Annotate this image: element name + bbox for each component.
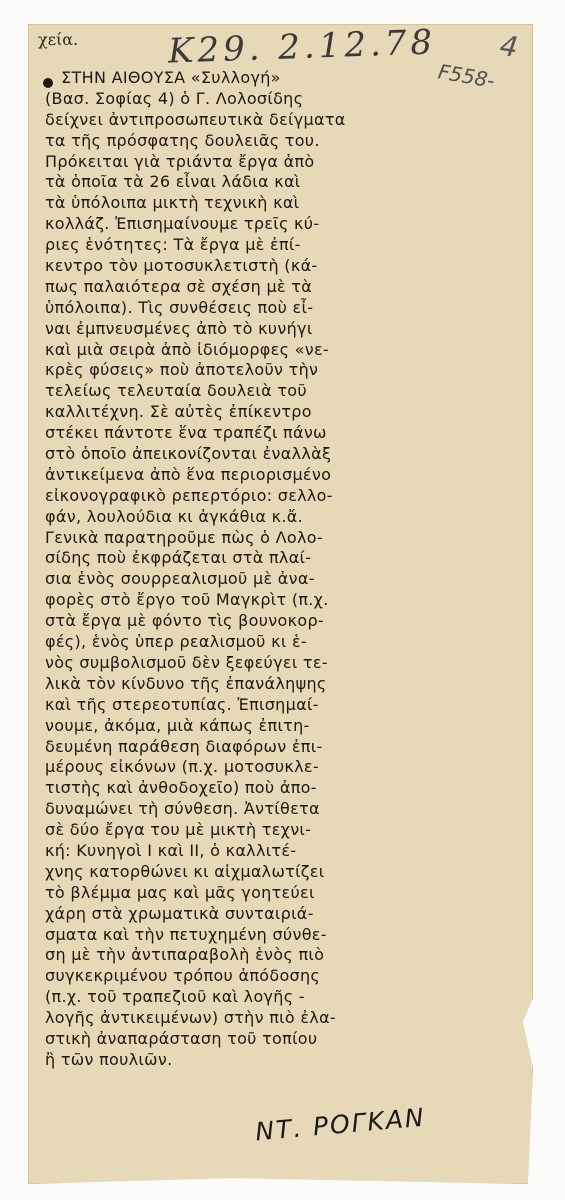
handwritten-number: 4 — [497, 28, 521, 65]
article-body — [45, 68, 425, 1071]
article-line: ναι ἐμπνευσμένες ἀπὸ τὸ κυνήγι — [45, 318, 313, 338]
handwritten-archive-code: F558- — [436, 59, 497, 93]
article-line: στὸ ὁποῖο ἀπεικονίζονται ἐναλλὰξ — [45, 444, 332, 464]
article-line: δευμένη παράθεση διαφόρων ἐπι- — [45, 736, 323, 756]
article-line: νουμε, ἀκόμα, μιὰ κάπως ἐπιτη- — [45, 715, 310, 735]
article-line: κρὲς φύσεις» ποὺ ἀποτελοῦν τὴν — [45, 360, 319, 380]
article-line: στέκει πάντοτε ἕνα τραπέζι πάνω — [45, 423, 327, 443]
article-line: τὰ ὑπόλοιπα μικτὴ τεχνικὴ καὶ — [45, 193, 300, 213]
article-line: συγκεκριμένου τρόπου ἀπόδοσης — [45, 966, 321, 986]
article-line: καὶ τῆς στερεοτυπίας. Ἐπισημαί- — [45, 694, 319, 714]
article-line: σὲ δύο ἔργα του μὲ μικτὴ τεχνι- — [45, 820, 312, 840]
article-line: κεντρο τὸν μοτοσυκλετιστὴ (κά- — [45, 256, 318, 276]
handwritten-date: Κ29. 2.12.78 — [167, 22, 437, 72]
article-line: σματα καὶ τὴν πετυχημένη σύνθε- — [45, 924, 327, 944]
article-line: φές), ἑνὸς ὑπερ ρεαλισμοῦ κι ἑ- — [45, 632, 307, 652]
article-line: φορὲς στὸ ἔργο τοῦ Μαγκρὶτ (π.χ. — [45, 590, 329, 610]
article-line: τελείως τελευταία δουλειὰ τοῦ — [45, 381, 307, 401]
article-line: ὑπόλοιπα). Τὶς συνθέσεις ποὺ εἶ- — [45, 297, 314, 317]
author-signature: ΝΤ. ΡΟΓΚΑΝ — [254, 1102, 427, 1147]
article-line: ΣΤΗΝ ΑΙΘΟΥΣΑ «Συλλογή» — [45, 68, 281, 87]
article-line: κή: Κυνηγοὶ Ι καὶ ΙΙ, ὁ καλλιτέ- — [45, 840, 297, 860]
article-line: σια ἑνὸς σουρρεαλισμοῦ μὲ ἀνα- — [45, 569, 315, 589]
article-line: τὸ βλέμμα μας καὶ μᾶς γοητεύει — [45, 882, 315, 902]
article-line: νὸς συμβολισμοῦ δὲν ξεφεύγει τε- — [45, 652, 328, 672]
article-line: λικὰ τὸν κίνδυνο τῆς ἐπανάληψης — [45, 673, 327, 693]
article-line: εἰκονογραφικὸ ρεπερτόριο: σελλο- — [45, 485, 333, 505]
article-line: τιστὴς καὶ ἀνθοδοχεῖο) ποὺ ἀπο- — [45, 778, 317, 798]
article-line: ἀντικείμενα ἀπὸ ἕνα περιορισμένο — [45, 464, 332, 484]
article-line: καὶ μιὰ σειρὰ ἀπὸ ἰδιόμορφες «νε- — [45, 339, 330, 359]
article-line: σίδης ποὺ ἐκφράζεται στὰ πλαί- — [45, 548, 312, 568]
article-line: (π.χ. τοῦ τραπεζιοῦ καὶ λογῆς - — [45, 987, 305, 1007]
article-line: ριες ἑνότητες: Τὰ ἔργα μὲ ἐπί- — [45, 235, 301, 255]
article-line: μέρους εἰκόνων (π.χ. μοτοσυκλε- — [45, 757, 319, 777]
article-line: πως παλαιότερα σὲ σχέση μὲ τὰ — [45, 276, 313, 296]
article-line: τὰ ὁποῖα τὰ 26 εἶναι λάδια καὶ — [45, 172, 301, 192]
article-line: ση μὲ τὴν ἀντιπαραβολὴ ἑνὸς πιὸ — [45, 945, 325, 965]
article-line: φάν, λουλούδια κι ἀγκάθια κ.ἄ. — [45, 506, 303, 526]
article-line: δείχνει ἀντιπροσωπευτικὰ δείγματα — [45, 109, 346, 129]
article-line: τα τῆς πρόσφατης δουλειᾶς του. — [45, 130, 320, 150]
article-line: καλλιτέχνη. Σὲ αὐτὲς ἐπίκεντρο — [45, 402, 312, 422]
article-line: ἢ τῶν πουλιῶν. — [45, 1049, 173, 1069]
article-line: (Βασ. Σοφίας 4) ὁ Γ. Λολοσίδης — [45, 88, 304, 108]
article-line: χνης κατορθώνει κι αἰχμαλωτίζει — [45, 861, 325, 881]
article-line: στικὴ ἀναπαράσταση τοῦ τοπίου — [45, 1028, 318, 1048]
article-line: δυναμώνει τὴ σύνθεση. Ἀντίθετα — [45, 799, 320, 819]
article-line: κολλάζ. Ἐπισημαίνουμε τρεῖς κύ- — [45, 214, 320, 234]
previous-article-fragment: χεία. — [38, 30, 79, 49]
article-line: Γενικὰ παρατηροῦμε πὼς ὁ Λολο- — [45, 527, 323, 547]
article-line: λογῆς ἀντικειμένων) στὴν πιὸ ἐλα- — [45, 1008, 336, 1028]
article-line: Πρόκειται γιὰ τριάντα ἔργα ἀπὸ — [45, 151, 315, 171]
article-line: χάρη στὰ χρωματικὰ συνταιριά- — [45, 903, 314, 923]
article-line: στὰ ἔργα μὲ φόντο τὶς βουνοκορ- — [45, 611, 324, 631]
